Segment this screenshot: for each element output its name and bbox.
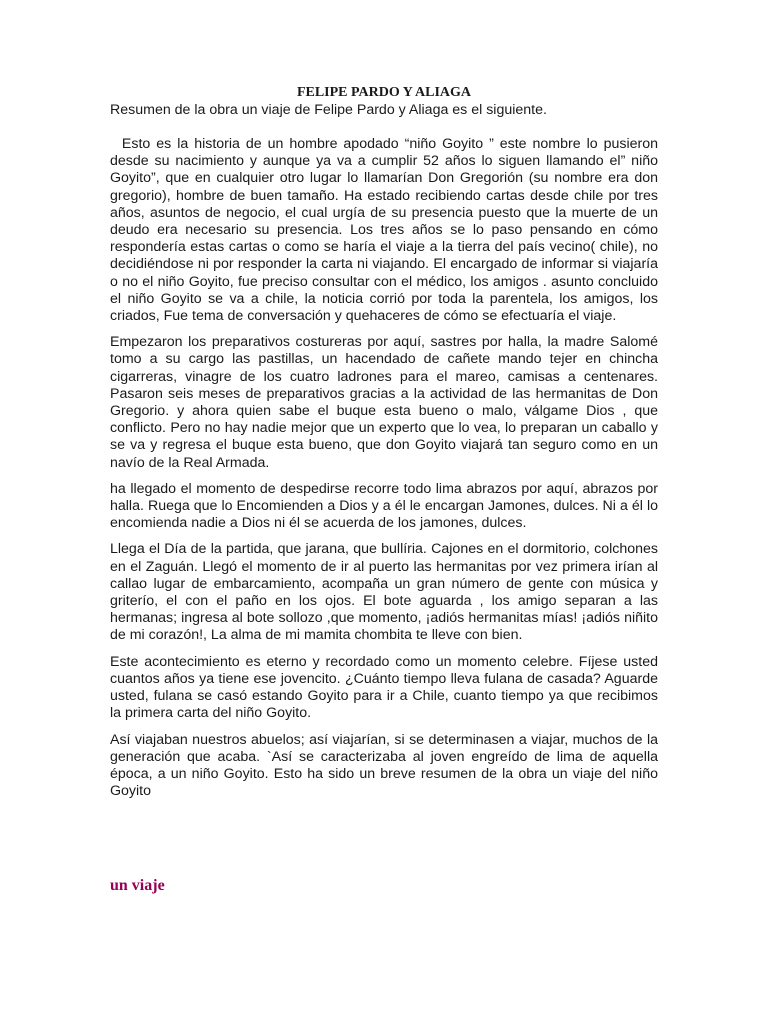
intro-line: Resumen de la obra un viaje de Felipe Pardo y Aliaga es el siguiente. bbox=[110, 102, 547, 118]
paragraph-1: Esto es la historia de un hombre apodado “niño Goyito ” este nombre lo pusieron desde su nacimiento y aunque ya va a cumplir 52 años lo siguen llamando el” niño Goyito”, que en cualquier otro lugar lo llamarían Don Gregorión (su nombre era don gregorio), hombre de buen tamaño. Ha estado recibiendo cartas desde chile por tres años, asuntos de negocio, el cual urgía de su presencia puesto que la muerte de un deudo era necesario su presencia. Los tres años se lo paso pensando en cómo respondería estas cartas o como se haría el viaje a la tierra del país vecino( chile), no decidiéndose ni por responder la carta ni viajando. El encargado de informar si viajaría o no el niño Goyito, fue preciso consultar con el médico, los amigos . asunto concluido el niño Goyito se va a chile, la noticia corrió por toda la parentela, los amigos, los criados, Fue tema de conversación y quehaceres de cómo se efectuaría el viaje. bbox=[110, 136, 658, 325]
paragraph-5: Este acontecimiento es eterno y recordado como un momento celebre. Fíjese usted cuantos años ya tiene ese jovencito. ¿Cuánto tiempo lleva fulana de casada? Aguarde usted, fulana se casó estando Goyito para ir a Chile, cuanto tiempo ya que recibimos la primera carta del niño Goyito. bbox=[110, 653, 658, 722]
paragraph-4: Llega el Día de la partida, que jarana, que bullíria. Cajones en el dormitorio, colchones en el Zaguán. Llegó el momento de ir al puerto las hermanitas por vez primera irían al callao lugar de embarcamiento, acompaña un gran número de gente con música y griterío, el con el paño en los ojos. El bote aguarda , los amigo separan a las hermanas; ingresa al bote sollozo ,que momento, ¡adiós hermanitas mías! ¡adiós niñito de mi corazón!, La alma de mi mamita chombita te lleve con bien. bbox=[110, 541, 658, 644]
paragraph-3: ha llegado el momento de despedirse recorre todo lima abrazos por aquí, abrazos por halla. Ruega que lo Encomienden a Dios y a él le encargan Jamones, dulces. Ni a él lo encomienda nadie a Dios ni él se acuerda de los jamones, dulces. bbox=[110, 480, 658, 532]
document-title: FELIPE PARDO Y ALIAGA bbox=[296, 85, 472, 100]
paragraph-2: Empezaron los preparativos costureras por aquí, sastres por halla, la madre Salomé tomo a su cargo las pastillas, un hacendado de cañete mando tejer en chincha cigarreras, vinagre de los cuatro ladrones para el mareo, camisas a centenares. Pasaron seis meses de preparativos gracias a la actividad de las hermanitas de Don Gregorio. y ahora quien sabe el buque esta bueno o malo, válgame Dios , que conflicto. Pero no hay nadie mejor que un experto que lo vea, lo preparan un caballo y se va y regresa el buque esta bueno, que don Goyito viajará tan seguro como en un navío de la Real Armada. bbox=[110, 334, 658, 471]
paragraph-6: Así viajaban nuestros abuelos; así viajarían, si se determinasen a viajar, muchos de la generación que acaba. `Así se caracterizaba al joven engreído de lima de aquella época, a un niño Goyito. Esto ha sido un breve resumen de la obra un viaje del niño Goyito bbox=[110, 731, 658, 800]
closing-heading: un viaje bbox=[110, 877, 165, 894]
document-body bbox=[110, 136, 658, 809]
